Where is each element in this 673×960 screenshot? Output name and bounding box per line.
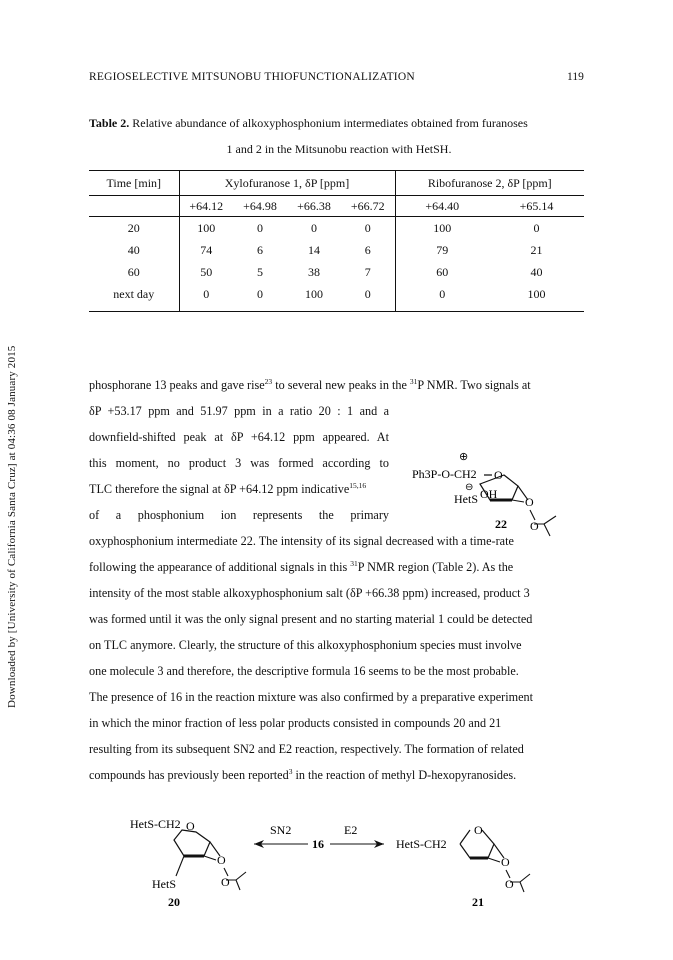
- value-cell: 6: [257, 242, 263, 257]
- value-cell: 0: [233, 217, 287, 240]
- abundance-table: [89, 170, 584, 312]
- s21-ring-oxygen: O: [474, 823, 483, 837]
- text-line: δP +53.17 ppm and 51.97 ppm in a ratio 20 : 1 and a: [89, 404, 389, 418]
- text-line: one molecule 3 and therefore, the descriptive formula 16 seems to be the most probable.: [89, 664, 519, 678]
- text-line: The presence of 16 in the reaction mixture was also confirmed by a preparative experiment: [89, 690, 533, 704]
- text-line: on TLC anymore. Clearly, the structure of this alkoxyphosphonium species must involve: [89, 638, 522, 652]
- value-cell: 0: [341, 217, 395, 240]
- text-line: TLC therefore the signal at δP +64.12 ppm indicative$^{15,16}$: [89, 480, 367, 496]
- hets-group: HetS: [454, 492, 478, 506]
- acetal-oxygen: O: [525, 495, 534, 509]
- time-cell: 20: [89, 217, 179, 240]
- page-number: 119: [567, 71, 584, 83]
- shift-header: +64.98: [243, 198, 277, 213]
- shift-header: +64.12: [189, 198, 224, 213]
- value-cell: 0: [233, 283, 287, 312]
- value-cell: 5: [257, 264, 263, 279]
- text-line: resulting from its subsequent SN2 and E2 reaction, respectively. The formation of related: [89, 742, 524, 756]
- table-caption: [89, 113, 589, 159]
- col-header-time: Time [min]: [89, 171, 179, 196]
- text-line: in which the minor fraction of less polar products consisted in compounds 20 and 21: [89, 716, 502, 730]
- col-header-ribofuranose: Ribofuranose 2, δP [ppm]: [395, 171, 584, 196]
- value-cell: 100: [489, 283, 584, 312]
- minus-charge: ⊖: [465, 482, 474, 493]
- shift-header: +65.14: [519, 198, 554, 213]
- table-caption-line2: 1 and 2 in the Mitsunobu reaction with HetSH.: [226, 142, 452, 156]
- text-line: downfield-shifted peak at δP +64.12 ppm appeared. At: [89, 430, 389, 444]
- value-cell: 50: [200, 264, 213, 279]
- shift-header: +64.40: [425, 198, 460, 213]
- value-cell: 40: [530, 264, 543, 279]
- text-line: compounds has previously been reported$^3$ in the reaction of methyl D-hexopyranosides.: [89, 766, 517, 782]
- download-notice: Downloaded by [University of California Santa Cruz] at 04:36 08 January 2015: [6, 345, 18, 708]
- ring-oxygen: O: [494, 468, 503, 482]
- text-line: following the appearance of additional signals in this $^{31}$P NMR region (Table 2). As the: [89, 558, 514, 574]
- reaction-scheme: [130, 810, 590, 915]
- text-line: of a phosphonium ion represents the primary: [89, 508, 389, 522]
- s20-top-group: HetS-CH2: [130, 817, 181, 831]
- value-cell: 38: [308, 264, 320, 279]
- time-cell: next day: [89, 283, 179, 312]
- s20-ring-oxygen: O: [186, 819, 195, 833]
- value-cell: 21: [530, 242, 543, 257]
- shift-header: +66.72: [341, 196, 395, 217]
- text-line: was formed until it was the only signal present and no starting material 1 could be detected: [89, 612, 533, 626]
- plus-charge: ⊕: [459, 451, 469, 463]
- oh-group: OH: [480, 487, 498, 501]
- s21-acetal-oxygen: O: [501, 855, 510, 869]
- time-cell: 60: [89, 261, 179, 283]
- s20-acetal-oxygen-low: O: [221, 875, 230, 889]
- running-header: REGIOSELECTIVE MITSUNOBU THIOFUNCTIONALIZATION: [89, 71, 415, 83]
- s21-acetal-oxygen-low: O: [505, 877, 514, 891]
- shift-header: +66.38: [297, 198, 331, 213]
- compound-16: 16: [312, 837, 324, 851]
- ph3p-group: Ph3P-O-CH2: [412, 467, 477, 481]
- value-cell: 0: [341, 283, 395, 312]
- time-cell: 40: [89, 239, 179, 261]
- table-row: [89, 261, 584, 283]
- s20-label: 20: [168, 895, 180, 909]
- value-cell: 100: [179, 217, 233, 240]
- e2-label: E2: [344, 823, 358, 837]
- value-cell: 0: [287, 217, 341, 240]
- body-paragraph: [89, 528, 589, 788]
- value-cell: 14: [308, 242, 320, 257]
- value-cell: 79: [436, 242, 449, 257]
- body-paragraph: [89, 372, 589, 398]
- value-cell: 6: [341, 239, 395, 261]
- acetal-oxygen-low: O: [530, 519, 539, 533]
- text-line: oxyphosphonium intermediate 22. The intensity of its signal decreased with a time-rate: [89, 534, 514, 548]
- table-row: [89, 283, 584, 312]
- table-row: [89, 217, 584, 240]
- body-paragraph-narrow: [89, 398, 389, 528]
- text-line: intensity of the most stable alkoxyphosphonium salt (δP +66.38 ppm) increased, product 3: [89, 586, 530, 600]
- value-cell: 0: [179, 283, 233, 312]
- s21-label: 21: [472, 895, 484, 909]
- value-cell: 74: [200, 242, 213, 257]
- s21-top-group: HetS-CH2: [396, 837, 447, 851]
- text-line: phosphorane 13 peaks and gave rise$^{23}$ to several new peaks in the $^{31}$P NMR. Two signals at: [89, 376, 531, 392]
- sn2-label: SN2: [270, 823, 292, 837]
- compound-label: 22: [495, 517, 507, 531]
- table-caption-line1: Relative abundance of alkoxyphosphonium intermediates obtained from furanoses: [132, 116, 528, 130]
- value-cell: 0: [395, 283, 489, 312]
- s20-acetal-oxygen: O: [217, 853, 226, 867]
- text-line: this moment, no product 3 was formed according to: [89, 456, 389, 470]
- value-cell: 100: [287, 283, 341, 312]
- value-cell: 60: [436, 264, 449, 279]
- table-row: [89, 239, 584, 261]
- value-cell: 100: [395, 217, 489, 240]
- s20-hets: HetS: [152, 877, 176, 891]
- value-cell: 0: [489, 217, 584, 240]
- table-caption-label: Table 2.: [89, 116, 130, 130]
- col-header-xylofuranose: Xylofuranose 1, δP [ppm]: [179, 171, 395, 196]
- value-cell: 7: [341, 261, 395, 283]
